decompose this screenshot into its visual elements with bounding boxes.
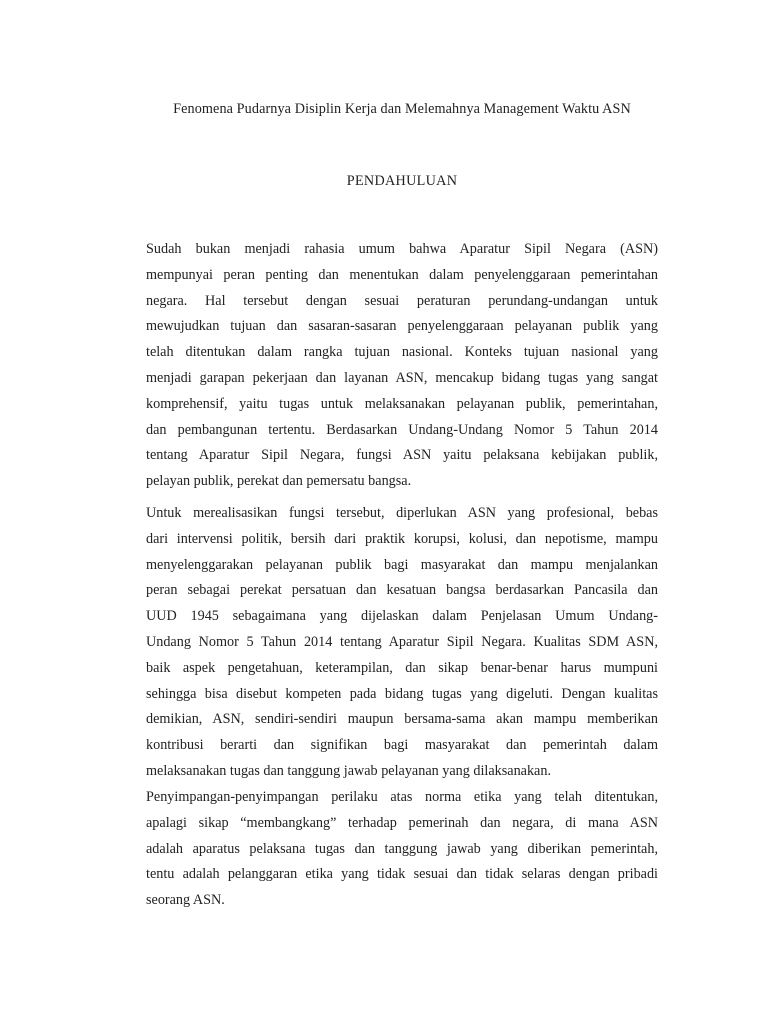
paragraph-line: menyelenggarakan pelayanan publik bagi masyarakat dan mampu menjalankan [146, 556, 658, 573]
paragraph-line: Sudah bukan menjadi rahasia umum bahwa Aparatur Sipil Negara (ASN) [146, 241, 658, 257]
paragraph-line: mempunyai peran penting dan menentukan dalam penyelenggaraan pemerintahan [146, 266, 658, 283]
paragraph-line: melaksanakan tugas dan tanggung jawab pelayanan yang dilaksanakan. [146, 762, 551, 779]
document-title: Fenomena Pudarnya Disiplin Kerja dan Melemahnya Management Waktu ASN [173, 101, 631, 117]
paragraph-line: tentang Aparatur Sipil Negara, fungsi ASN yaitu pelaksana kebijakan publik, [146, 447, 658, 464]
paragraph-line: mewujudkan tujuan dan sasaran-sasaran penyelenggaraan pelayanan publik yang [146, 318, 658, 335]
paragraph-2 [146, 501, 658, 785]
paragraph-line: komprehensif, yaitu tugas untuk melaksanakan pelayanan publik, pemerintahan, [146, 395, 658, 412]
paragraph-line: apalagi sikap “membangkang” terhadap pemerinah dan negara, di mana ASN [146, 814, 658, 831]
paragraph-line: pelayan publik, perekat dan pemersatu bangsa. [146, 473, 412, 490]
paragraph-1 [146, 237, 658, 495]
paragraph-line: dan pembangunan tertentu. Berdasarkan Undang-Undang Nomor 5 Tahun 2014 [146, 421, 658, 438]
paragraph-line: adalah aparatus pelaksana tugas dan tanggung jawab yang diberikan pemerintah, [146, 840, 658, 857]
paragraph-line: baik aspek pengetahuan, keterampilan, dan sikap benar-benar harus mumpuni [146, 659, 658, 676]
paragraph-line: UUD 1945 sebagaimana yang dijelaskan dalam Penjelasan Umum Undang- [146, 608, 658, 625]
paragraph-line: Undang Nomor 5 Tahun 2014 tentang Aparatur Sipil Negara. Kualitas SDM ASN, [146, 633, 658, 650]
paragraph-line: Untuk merealisasikan fungsi tersebut, diperlukan ASN yang profesional, bebas [146, 505, 658, 521]
paragraph-line: seorang ASN. [146, 892, 225, 909]
paragraph-line: Penyimpangan-penyimpangan perilaku atas norma etika yang telah ditentukan, [146, 789, 658, 805]
paragraph-line: tentu adalah pelanggaran etika yang tidak sesuai dan tidak selaras dengan pribadi [146, 866, 658, 883]
paragraph-line: peran sebagai perekat persatuan dan kesatuan bangsa berdasarkan Pancasila dan [146, 582, 658, 599]
paragraph-line: kontribusi berarti dan signifikan bagi masyarakat dan pemerintah dalam [146, 737, 658, 754]
paragraph-3 [146, 785, 658, 914]
paragraph-line: telah ditentukan dalam rangka tujuan nasional. Konteks tujuan nasional yang [146, 344, 658, 361]
paragraph-line: demikian, ASN, sendiri-sendiri maupun bersama-sama akan mampu memberikan [146, 711, 658, 728]
paragraph-line: menjadi garapan pekerjaan dan layanan ASN, mencakup bidang tugas yang sangat [146, 369, 658, 386]
section-heading: PENDAHULUAN [346, 173, 458, 189]
paragraph-line: dari intervensi politik, bersih dari praktik korupsi, kolusi, dan nepotisme, mampu [146, 530, 658, 547]
paragraph-line: negara. Hal tersebut dengan sesuai peraturan perundang-undangan untuk [146, 292, 658, 309]
paragraph-line: sehingga bisa disebut kompeten pada bidang tugas yang digeluti. Dengan kualitas [146, 685, 658, 702]
